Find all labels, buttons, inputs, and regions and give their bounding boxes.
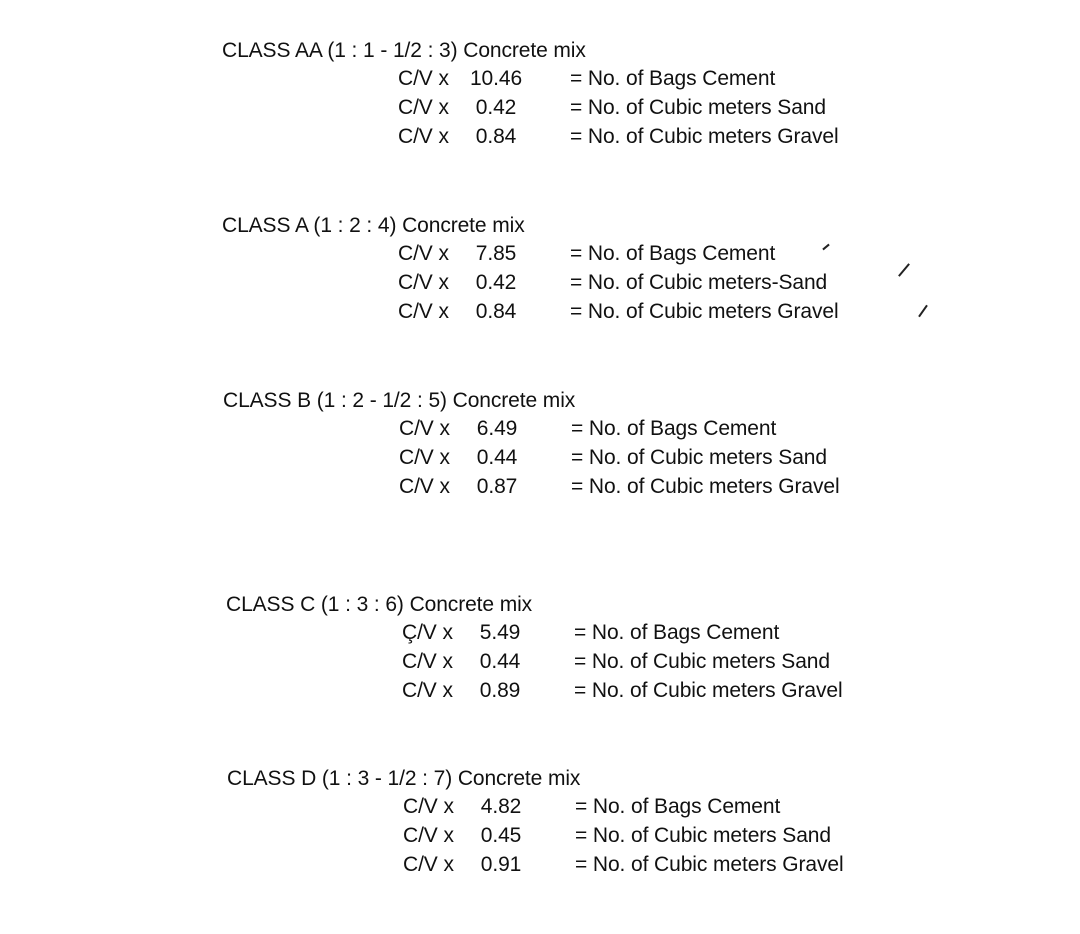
row-prefix: C/V x (403, 853, 454, 876)
row-factor: 5.49 (479, 621, 521, 644)
row-prefix: C/V x (399, 417, 450, 440)
row-prefix: C/V x (399, 475, 450, 498)
mix-row (226, 618, 986, 647)
row-result: = No. of Bags Cement (570, 67, 776, 90)
row-factor: 0.91 (480, 853, 522, 876)
row-result: = No. of Cubic meters Sand (571, 446, 827, 469)
mix-row (223, 443, 983, 472)
section-class-c (226, 591, 986, 705)
row-result: = No. of Cubic meters Gravel (575, 853, 844, 876)
row-prefix: C/V x (399, 446, 450, 469)
row-factor: 7.85 (475, 242, 517, 265)
row-result: = No. of Cubic meters Sand (575, 824, 831, 847)
section-class-b (223, 387, 983, 501)
row-prefix: C/V x (398, 96, 449, 119)
section-title: CLASS B (1 : 2 - 1/2 : 5) Concrete mix (223, 389, 576, 412)
mix-row (227, 792, 987, 821)
mix-row (223, 472, 983, 501)
row-result: = No. of Bags Cement (575, 795, 781, 818)
row-factor: 4.82 (480, 795, 522, 818)
row-prefix: C/V x (402, 650, 453, 673)
row-result: = No. of Cubic meters-Sand (570, 271, 828, 294)
mix-row (222, 93, 982, 122)
row-result: = No. of Bags Cement (571, 417, 777, 440)
mix-row (226, 647, 986, 676)
row-prefix: C/V x (398, 67, 449, 90)
mix-row (227, 850, 987, 879)
section-class-d (227, 765, 987, 879)
row-result: = No. of Cubic meters Sand (574, 650, 830, 673)
row-factor: 0.42 (475, 96, 517, 119)
mix-row (222, 64, 982, 93)
section-title: CLASS C (1 : 3 : 6) Concrete mix (226, 593, 533, 616)
row-factor: 10.46 (469, 67, 523, 90)
section-class-a (222, 212, 982, 326)
row-factor: 0.84 (475, 300, 517, 323)
row-result: = No. of Bags Cement (574, 621, 780, 644)
row-factor: 0.84 (475, 125, 517, 148)
row-prefix: C/V x (403, 824, 454, 847)
row-result: = No. of Cubic meters Gravel (574, 679, 843, 702)
mix-row (222, 239, 982, 268)
row-factor: 0.89 (479, 679, 521, 702)
row-result: = No. of Bags Cement (570, 242, 776, 265)
row-factor: 0.87 (476, 475, 518, 498)
section-title: CLASS AA (1 : 1 - 1/2 : 3) Concrete mix (222, 39, 586, 62)
row-prefix: C/V x (398, 242, 449, 265)
mix-row (222, 122, 982, 151)
section-title: CLASS D (1 : 3 - 1/2 : 7) Concrete mix (227, 767, 581, 790)
section-class-aa (222, 37, 982, 151)
row-prefix: C/V x (403, 795, 454, 818)
row-prefix: C/V x (402, 679, 453, 702)
mix-row (227, 821, 987, 850)
section-title: CLASS A (1 : 2 : 4) Concrete mix (222, 214, 525, 237)
row-factor: 0.44 (476, 446, 518, 469)
mix-row (226, 676, 986, 705)
row-result: = No. of Cubic meters Gravel (570, 300, 839, 323)
mix-row (222, 297, 982, 326)
mix-row (222, 268, 982, 297)
row-factor: 0.44 (479, 650, 521, 673)
row-prefix: C/V x (398, 271, 449, 294)
row-factor: 6.49 (476, 417, 518, 440)
row-result: = No. of Cubic meters Gravel (570, 125, 839, 148)
mix-row (223, 414, 983, 443)
row-prefix: C/V x (398, 125, 449, 148)
row-prefix: C/V x (398, 300, 449, 323)
row-prefix: Ç/V x (402, 621, 453, 644)
row-result: = No. of Cubic meters Gravel (571, 475, 840, 498)
row-factor: 0.42 (475, 271, 517, 294)
row-result: = No. of Cubic meters Sand (570, 96, 826, 119)
row-factor: 0.45 (480, 824, 522, 847)
